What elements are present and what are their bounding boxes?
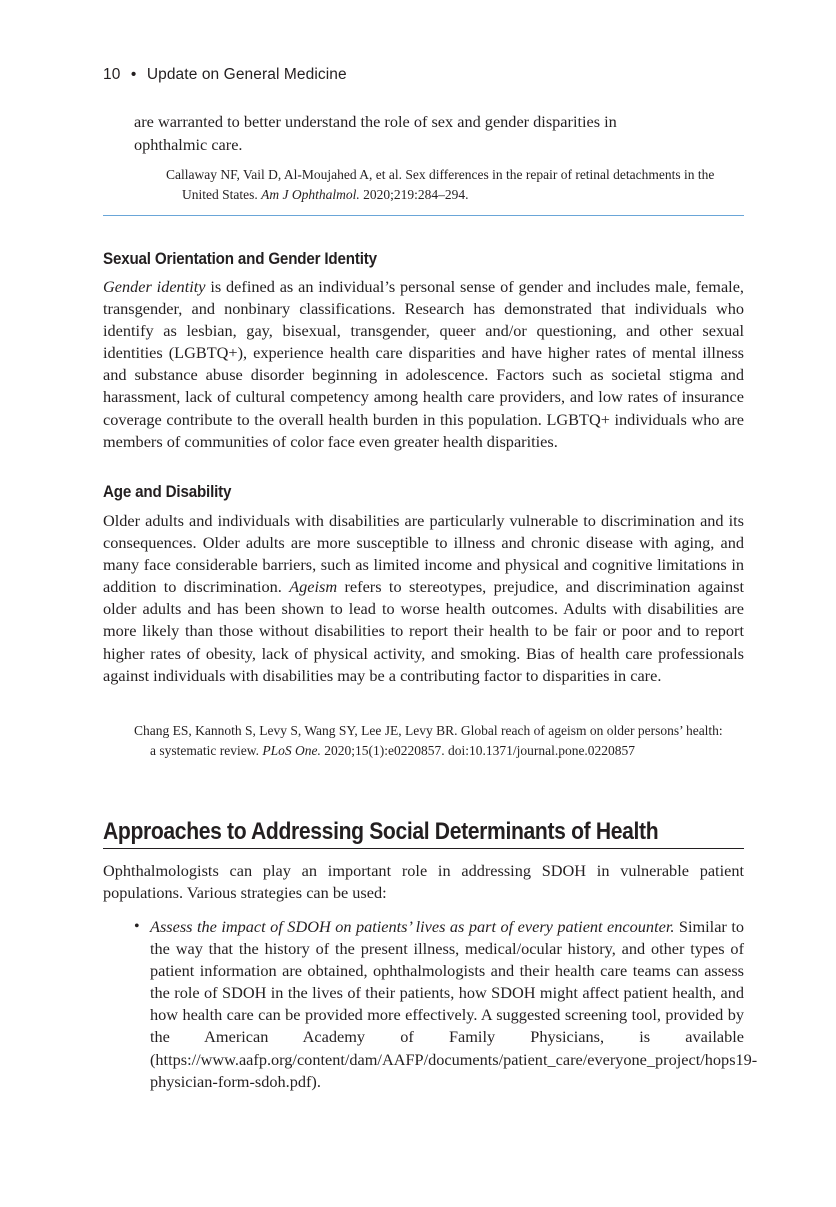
paragraph-age-disability-text-after: refers to stereotypes, prejudice, and discrimination against older adults and has been shown to lead to worse health outcomes. Adults with disabilities are more likely than those without disabilities to report their health to be fair or poor and to report higher rates of obesity, lack of physical activity, and smoking. Bias of health care professionals against individuals with disabilities may be a contributing factor to disparities in care. <box>103 577 744 685</box>
paragraph-approaches-intro: Ophthalmologists can play an important role in addressing SDOH in vulnerable patient populations. Various strategies can be used: <box>103 861 744 903</box>
age-reference-authors: Chang ES, Kannoth S, Levy S, Wang SY, Lee JE, Levy BR. Global reach of ageism on older persons’ health: a systematic review. <box>134 723 723 758</box>
page-number: 10 <box>103 66 121 83</box>
heading-age-disability: Age and Disability <box>103 483 232 501</box>
list-item-lead: Assess the impact of SDOH on patients’ lives as part of every patient encounter. <box>150 917 675 936</box>
box-continuation-text: are warranted to better understand the role of sex and gender disparities in ophthalmic care. <box>134 112 617 154</box>
heading-approaches-text: Approaches to Addressing Social Determinants of Health <box>103 818 659 845</box>
paragraph-age-disability <box>103 510 744 687</box>
list-item-text: Similar to the way that the history of the present illness, medical/ocular history, and other types of patient information are obtained, ophthalmologists and their health care teams can assess the role of SDOH in the lives of their patients, how SDOH might affect patient health, and how health care can be provided more effectively. A suggested screening tool, provided by the American Academy of Family Physicians, is available (https://www.aafp.org/content/dam/AAFP/documents/patient_care/everyone_project/hops19-physician-form-sdoh.pdf). <box>150 917 758 1091</box>
term-gender-identity: Gender identity <box>103 277 206 296</box>
heading-approaches-rule <box>103 848 744 849</box>
heading-approaches <box>103 818 744 846</box>
term-ageism: Ageism <box>289 577 338 597</box>
paragraph-sexual-orientation <box>103 276 744 453</box>
box-bottom-rule <box>103 215 744 216</box>
book-title: Update on General Medicine <box>146 66 347 83</box>
running-head-separator: • <box>130 66 137 83</box>
age-reference-journal: PLoS One. <box>262 743 321 758</box>
box-reference <box>166 165 722 205</box>
heading-sexual-orientation: Sexual Orientation and Gender Identity <box>103 250 377 268</box>
paragraph-sexual-orientation-text: is defined as an individual’s personal sense of gender and includes male, female, transgender, and nonbinary classifications. Research has demonstrated that individuals who identify as lesbian, gay, bisexual, transgender, queer and/or questioning, and other sexual identities (LGBTQ+), experience health care disparities and have higher rates of mental illness and substance abuse disorder beginning in adolescence. Factors such as societal stigma and harassment, lack of cultural competency among health care providers, and low rates of insurance coverage contribute to the overall health burden in this population. LGBTQ+ individuals who are members of communities of color face even greater health disparities. <box>103 277 744 451</box>
bullet-icon: • <box>134 918 140 935</box>
running-head <box>103 66 347 84</box>
age-reference-details: 2020;15(1):e0220857. doi:10.1371/journal.pone.0220857 <box>320 743 636 758</box>
paragraph-age-disability-text-before: Older adults and individuals with disabilities are particularly vulnerable to discrimination and its consequences. Older adults are more susceptible to illness and chronic disease with aging, and many face considerable barriers, such as limited income and physical and cognitive limitations in addition to discrimination. <box>103 511 744 597</box>
box-reference-journal: Am J Ophthalmol. <box>261 187 360 202</box>
age-disability-reference <box>134 721 730 761</box>
box-reference-authors: Callaway NF, Vail D, Al-Moujahed A, et al. Sex differences in the repair of retinal detachments in the United States. <box>166 167 715 202</box>
box-reference-details: 2020;219:284–294. <box>359 187 469 202</box>
list-item-body <box>150 916 758 1093</box>
